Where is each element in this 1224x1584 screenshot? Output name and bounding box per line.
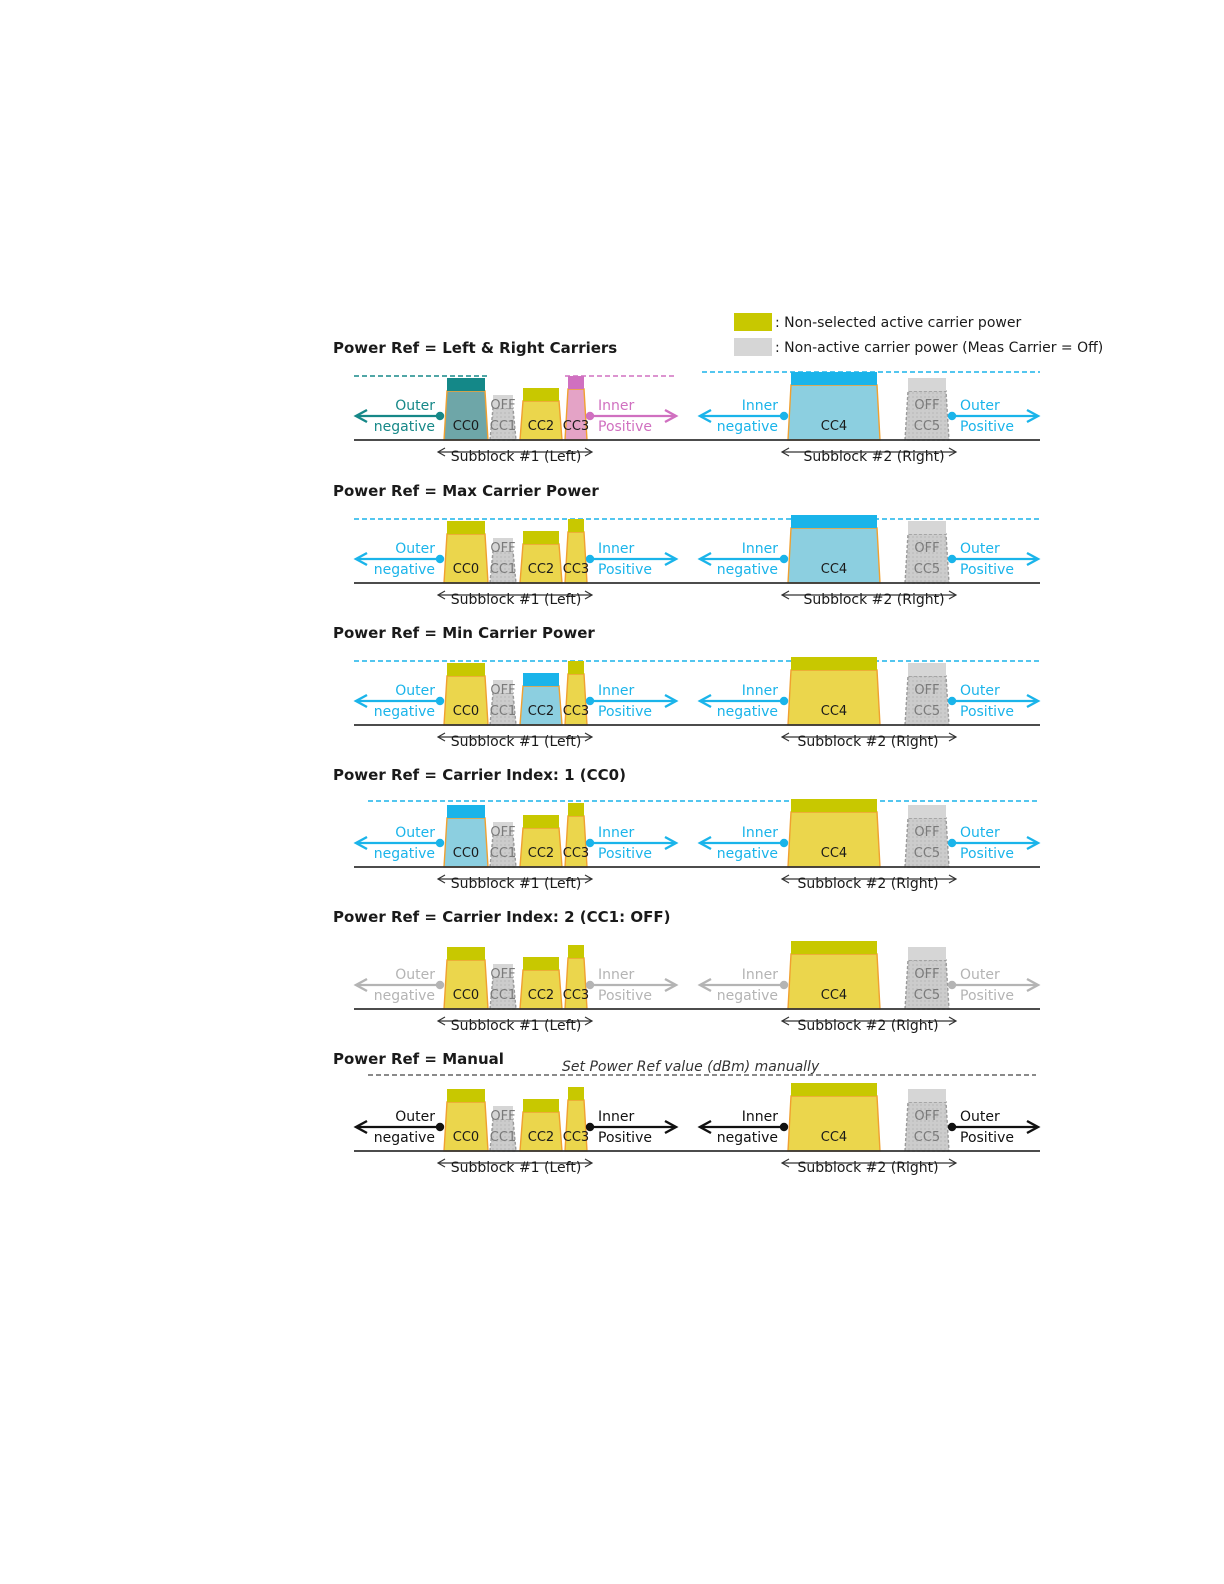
off-label: OFF — [490, 541, 516, 556]
arrow-outer-positive-dot — [948, 412, 956, 420]
label-negative-right: negative — [716, 419, 778, 435]
label-positive-left: Positive — [598, 846, 652, 862]
subblock2-label: Subblock #2 (Right) — [797, 1018, 939, 1034]
carrier-label: CC2 — [527, 1130, 555, 1145]
label-positive-right: Positive — [960, 988, 1014, 1004]
carrier-label: CC5 — [913, 419, 941, 434]
label-positive-left: Positive — [598, 704, 652, 720]
carrier-top-bar — [447, 663, 485, 676]
carrier-label: CC5 — [913, 704, 941, 719]
carrier-label: CC4 — [820, 1130, 848, 1145]
carrier-top-bar — [791, 657, 877, 670]
legend — [734, 313, 1103, 356]
label-outer-left: Outer — [395, 825, 435, 841]
panel-2 — [333, 624, 1040, 750]
carrier-cc1 — [490, 538, 516, 583]
arrow-outer-negative-dot — [436, 412, 444, 420]
carrier-label: CC0 — [452, 1130, 480, 1145]
carrier-label: CC2 — [527, 419, 555, 434]
label-positive-left: Positive — [598, 1130, 652, 1146]
carrier-label: CC1 — [489, 1130, 517, 1145]
label-outer-left: Outer — [395, 398, 435, 414]
carrier-top-bar — [791, 372, 877, 385]
label-positive-right: Positive — [960, 1130, 1014, 1146]
label-negative-left: negative — [373, 419, 435, 435]
carrier-cc5 — [905, 947, 949, 1009]
panel-title: Power Ref = Carrier Index: 1 (CC0) — [333, 766, 626, 784]
label-negative-left: negative — [373, 704, 435, 720]
subblock1-label: Subblock #1 (Left) — [450, 734, 582, 750]
carrier-top-bar — [447, 521, 485, 534]
manual-note: Set Power Ref value (dBm) manually — [562, 1059, 820, 1075]
carrier-top-bar — [908, 521, 946, 534]
carrier-cc3 — [563, 803, 589, 867]
carrier-cc3 — [563, 1087, 589, 1151]
carrier-label: CC2 — [527, 988, 555, 1003]
carrier-label: CC5 — [913, 562, 941, 577]
label-positive-right: Positive — [960, 562, 1014, 578]
panels — [333, 339, 1040, 1176]
carrier-cc2 — [520, 673, 562, 725]
arrow-inner-positive-dot — [586, 555, 594, 563]
carrier-top-bar — [908, 805, 946, 818]
arrow-outer-positive-dot — [948, 839, 956, 847]
carrier-cc3 — [563, 661, 589, 725]
panel-5 — [333, 1050, 1040, 1176]
arrow-inner-negative-dot — [780, 555, 788, 563]
carrier-cc3 — [563, 945, 589, 1009]
carrier-cc4 — [788, 799, 880, 867]
label-positive-right: Positive — [960, 846, 1014, 862]
carrier-top-bar — [523, 388, 559, 401]
carrier-top-bar — [447, 1089, 485, 1102]
carrier-cc0 — [444, 521, 488, 583]
arrow-inner-positive-dot — [586, 839, 594, 847]
panel-title: Power Ref = Max Carrier Power — [333, 482, 599, 500]
label-outer-right: Outer — [960, 683, 1000, 699]
carrier-label: CC2 — [527, 562, 555, 577]
panel-title: Power Ref = Left & Right Carriers — [333, 339, 618, 357]
label-positive-right: Positive — [960, 704, 1014, 720]
carrier-cc2 — [520, 388, 562, 440]
carrier-top-bar — [791, 1083, 877, 1096]
label-negative-right: negative — [716, 1130, 778, 1146]
panel-4 — [333, 908, 1040, 1034]
carrier-top-bar — [791, 515, 877, 528]
carrier-label: CC3 — [562, 562, 590, 577]
label-inner-left: Inner — [598, 398, 635, 414]
arrow-inner-negative-dot — [780, 839, 788, 847]
off-label: OFF — [490, 1109, 516, 1124]
arrow-outer-negative-dot — [436, 555, 444, 563]
carrier-cc0 — [444, 947, 488, 1009]
carrier-cc1 — [490, 680, 516, 725]
carrier-top-bar — [568, 803, 584, 816]
arrow-inner-positive-dot — [586, 412, 594, 420]
carrier-top-bar — [568, 519, 584, 532]
label-negative-right: negative — [716, 562, 778, 578]
panel-title: Power Ref = Manual — [333, 1050, 504, 1068]
label-inner-right: Inner — [741, 1109, 778, 1125]
panel-title: Power Ref = Carrier Index: 2 (CC1: OFF) — [333, 908, 671, 926]
arrow-outer-positive-dot — [948, 981, 956, 989]
legend-inactive-label: : Non-active carrier power (Meas Carrier = Off) — [775, 340, 1104, 356]
carrier-label: CC1 — [489, 846, 517, 861]
carrier-cc2 — [520, 957, 562, 1009]
subblock1-label: Subblock #1 (Left) — [450, 1160, 582, 1176]
carrier-cc5 — [905, 378, 949, 440]
arrow-inner-negative-dot — [780, 412, 788, 420]
label-outer-right: Outer — [960, 1109, 1000, 1125]
carrier-cc5 — [905, 521, 949, 583]
panel-3 — [333, 766, 1040, 892]
off-label: OFF — [914, 683, 940, 698]
carrier-cc2 — [520, 815, 562, 867]
carrier-top-bar — [568, 945, 584, 958]
off-label: OFF — [914, 398, 940, 413]
arrow-outer-positive-dot — [948, 697, 956, 705]
label-positive-left: Positive — [598, 988, 652, 1004]
off-label: OFF — [914, 1109, 940, 1124]
carrier-label: CC0 — [452, 419, 480, 434]
carrier-label: CC4 — [820, 419, 848, 434]
label-negative-left: negative — [373, 1130, 435, 1146]
carrier-label: CC2 — [527, 704, 555, 719]
carrier-cc5 — [905, 1089, 949, 1151]
carrier-cc3 — [563, 519, 589, 583]
carrier-top-bar — [568, 1087, 584, 1100]
subblock1-label: Subblock #1 (Left) — [450, 592, 582, 608]
label-outer-left: Outer — [395, 541, 435, 557]
carrier-label: CC3 — [562, 419, 590, 434]
off-label: OFF — [914, 967, 940, 982]
label-outer-left: Outer — [395, 1109, 435, 1125]
label-outer-right: Outer — [960, 825, 1000, 841]
label-positive-right: Positive — [960, 419, 1014, 435]
off-label: OFF — [490, 967, 516, 982]
label-positive-left: Positive — [598, 419, 652, 435]
off-label: OFF — [490, 825, 516, 840]
label-inner-left: Inner — [598, 541, 635, 557]
label-negative-right: negative — [716, 704, 778, 720]
carrier-top-bar — [523, 1099, 559, 1112]
carrier-top-bar — [523, 815, 559, 828]
carrier-cc0 — [444, 378, 488, 440]
carrier-label: CC5 — [913, 1130, 941, 1145]
carrier-cc0 — [444, 1089, 488, 1151]
carrier-label: CC3 — [562, 1130, 590, 1145]
subblock2-label: Subblock #2 (Right) — [797, 734, 939, 750]
subblock2-label: Subblock #2 (Right) — [797, 876, 939, 892]
off-label: OFF — [914, 825, 940, 840]
carrier-cc0 — [444, 663, 488, 725]
label-inner-right: Inner — [741, 683, 778, 699]
carrier-top-bar — [791, 941, 877, 954]
carrier-top-bar — [908, 378, 946, 391]
arrow-outer-positive-dot — [948, 1123, 956, 1131]
legend-active-label: : Non-selected active carrier power — [775, 315, 1022, 331]
arrow-inner-positive-dot — [586, 1123, 594, 1131]
carrier-top-bar — [908, 947, 946, 960]
carrier-top-bar — [568, 376, 584, 389]
carrier-cc4 — [788, 515, 880, 583]
carrier-label: CC4 — [820, 988, 848, 1003]
carrier-cc1 — [490, 1106, 516, 1151]
carrier-top-bar — [908, 1089, 946, 1102]
carrier-cc3 — [563, 376, 589, 440]
carrier-label: CC1 — [489, 988, 517, 1003]
legend-inactive-swatch — [734, 338, 772, 356]
label-outer-right: Outer — [960, 967, 1000, 983]
carrier-top-bar — [791, 799, 877, 812]
carrier-top-bar — [523, 957, 559, 970]
arrow-outer-negative-dot — [436, 981, 444, 989]
carrier-label: CC1 — [489, 419, 517, 434]
label-inner-right: Inner — [741, 825, 778, 841]
carrier-cc4 — [788, 372, 880, 440]
carrier-label: CC0 — [452, 562, 480, 577]
carrier-top-bar — [447, 805, 485, 818]
carrier-label: CC4 — [820, 846, 848, 861]
label-negative-left: negative — [373, 988, 435, 1004]
carrier-top-bar — [447, 947, 485, 960]
label-positive-left: Positive — [598, 562, 652, 578]
carrier-label: CC0 — [452, 846, 480, 861]
label-outer-left: Outer — [395, 967, 435, 983]
label-outer-right: Outer — [960, 541, 1000, 557]
label-inner-left: Inner — [598, 825, 635, 841]
label-inner-right: Inner — [741, 541, 778, 557]
arrow-inner-negative-dot — [780, 1123, 788, 1131]
carrier-top-bar — [908, 663, 946, 676]
carrier-cc0 — [444, 805, 488, 867]
panel-1 — [333, 482, 1040, 608]
carrier-cc1 — [490, 822, 516, 867]
arrow-inner-positive-dot — [586, 697, 594, 705]
carrier-cc4 — [788, 1083, 880, 1151]
carrier-top-bar — [523, 673, 559, 686]
carrier-label: CC1 — [489, 704, 517, 719]
subblock1-label: Subblock #1 (Left) — [450, 1018, 582, 1034]
carrier-cc5 — [905, 805, 949, 867]
carrier-cc4 — [788, 657, 880, 725]
label-inner-left: Inner — [598, 683, 635, 699]
carrier-cc2 — [520, 1099, 562, 1151]
carrier-label: CC5 — [913, 988, 941, 1003]
carrier-label: CC0 — [452, 704, 480, 719]
label-negative-right: negative — [716, 846, 778, 862]
carrier-top-bar — [447, 378, 485, 391]
off-label: OFF — [490, 398, 516, 413]
carrier-label: CC2 — [527, 846, 555, 861]
label-inner-right: Inner — [741, 398, 778, 414]
carrier-label: CC4 — [820, 562, 848, 577]
carrier-label: CC3 — [562, 988, 590, 1003]
carrier-cc1 — [490, 395, 516, 440]
carrier-cc4 — [788, 941, 880, 1009]
label-inner-left: Inner — [598, 1109, 635, 1125]
panel-title: Power Ref = Min Carrier Power — [333, 624, 595, 642]
subblock1-label: Subblock #1 (Left) — [450, 449, 582, 465]
arrow-inner-negative-dot — [780, 697, 788, 705]
subblock2-label: Subblock #2 (Right) — [803, 449, 945, 465]
arrow-inner-negative-dot — [780, 981, 788, 989]
label-outer-left: Outer — [395, 683, 435, 699]
arrow-outer-negative-dot — [436, 1123, 444, 1131]
carrier-label: CC4 — [820, 704, 848, 719]
carrier-label: CC5 — [913, 846, 941, 861]
carrier-label: CC0 — [452, 988, 480, 1003]
carrier-cc1 — [490, 964, 516, 1009]
label-inner-right: Inner — [741, 967, 778, 983]
carrier-cc5 — [905, 663, 949, 725]
label-negative-right: negative — [716, 988, 778, 1004]
panel-0 — [333, 339, 1040, 465]
carrier-top-bar — [523, 531, 559, 544]
carrier-top-bar — [568, 661, 584, 674]
arrow-outer-negative-dot — [436, 697, 444, 705]
label-negative-left: negative — [373, 846, 435, 862]
carrier-label: CC3 — [562, 846, 590, 861]
off-label: OFF — [914, 541, 940, 556]
subblock2-label: Subblock #2 (Right) — [797, 1160, 939, 1176]
carrier-label: CC3 — [562, 704, 590, 719]
subblock2-label: Subblock #2 (Right) — [803, 592, 945, 608]
carrier-cc2 — [520, 531, 562, 583]
arrow-inner-positive-dot — [586, 981, 594, 989]
arrow-outer-negative-dot — [436, 839, 444, 847]
label-negative-left: negative — [373, 562, 435, 578]
subblock1-label: Subblock #1 (Left) — [450, 876, 582, 892]
off-label: OFF — [490, 683, 516, 698]
arrow-outer-positive-dot — [948, 555, 956, 563]
label-inner-left: Inner — [598, 967, 635, 983]
label-outer-right: Outer — [960, 398, 1000, 414]
legend-active-swatch — [734, 313, 772, 331]
carrier-label: CC1 — [489, 562, 517, 577]
